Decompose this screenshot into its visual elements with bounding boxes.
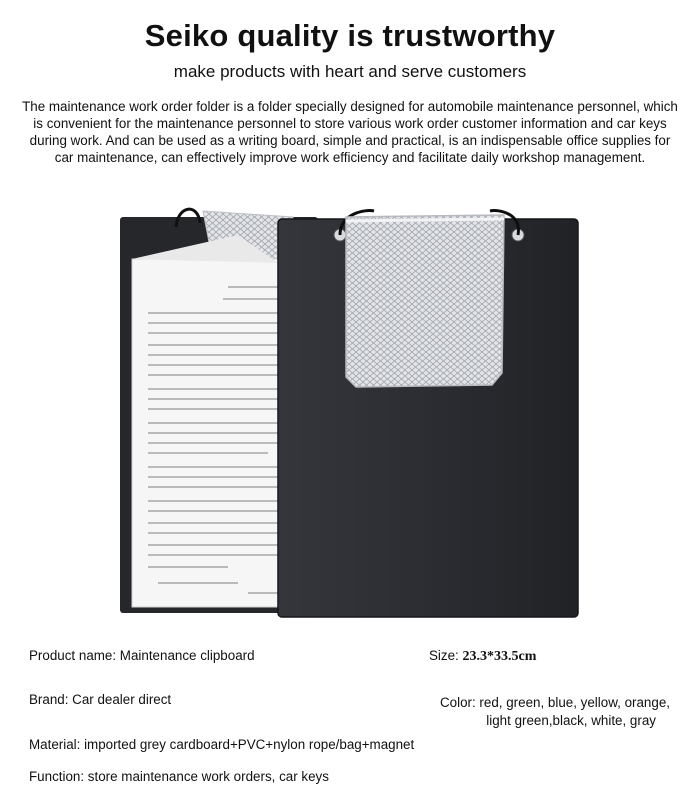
- spec-size-value: 23.3*33.5cm: [462, 649, 537, 664]
- spec-function: Function: store maintenance work orders, car keys: [29, 769, 329, 784]
- spec-material: Material: imported grey cardboard+PVC+nylon rope/bag+magnet: [29, 737, 415, 752]
- spec-size: [429, 648, 536, 665]
- product-description: The maintenance work order folder is a folder specially designed for automobile maintenance personnel, which is convenient for the maintenance personnel to store various work order customer information and car keys during work. And can be used as a writing board, simple and practical, is an indispensable office supplies for car maintenance, can effectively improve work efficiency and facilitate daily workshop management.: [22, 99, 678, 165]
- spec-color-line1: Color: red, green, blue, yellow, orange,: [439, 695, 670, 710]
- spec-size-label: Size:: [429, 648, 463, 663]
- product-photo: [118, 205, 582, 621]
- front-clipboard: [278, 211, 578, 617]
- spec-product-name: Product name: Maintenance clipboard: [29, 648, 255, 663]
- spec-color-line2: light green,black, white, gray: [486, 713, 656, 728]
- page-title: Seiko quality is trustworthy: [144, 18, 556, 53]
- spec-brand: Brand: Car dealer direct: [29, 692, 172, 707]
- page-subtitle: make products with heart and serve customers: [173, 62, 527, 81]
